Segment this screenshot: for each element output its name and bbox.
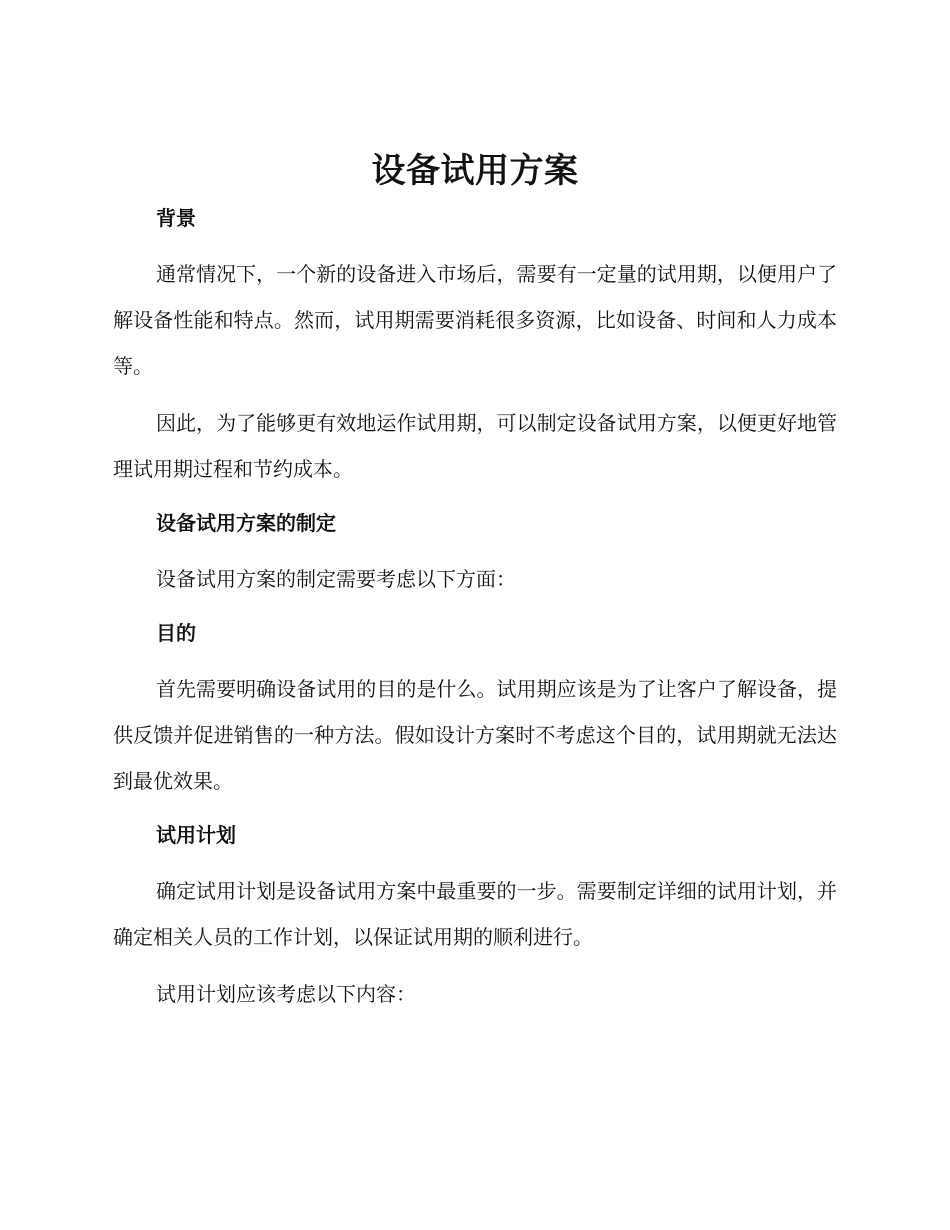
section-heading-purpose: 目的 (156, 621, 196, 645)
spacer (113, 232, 837, 251)
section-heading-background: 背景 (156, 206, 196, 230)
spacer (113, 389, 837, 400)
purpose-paragraph-1: 首先需要明确设备试用的目的是什么。试用期应该是为了让客户了解设备，提供反馈并促进销售的一种方法。假如设计方案时不考虑这个目的，试用期就无法达到最优效果。 (113, 677, 837, 793)
section-heading-formulation: 设备试用方案的制定 (156, 511, 336, 535)
background-paragraph-2: 因此，为了能够更有效地运作试用期，可以制定设备试用方案，以便更好地管理试用期过程和节约成本。 (113, 411, 837, 481)
spacer (113, 194, 837, 204)
spacer (113, 960, 837, 971)
spacer (113, 537, 837, 556)
trial-plan-paragraph-2: 试用计划应该考虑以下内容： (156, 982, 416, 1006)
spacer (113, 849, 837, 868)
spacer (113, 602, 837, 619)
section-heading-trial-plan: 试用计划 (156, 823, 236, 847)
trial-plan-paragraph-1: 确定试用计划是设备试用方案中最重要的一步。需要制定详细的试用计划，并确定相关人员的工作计划，以保证试用期的顺利进行。 (113, 879, 837, 949)
formulation-paragraph-1: 设备试用方案的制定需要考虑以下方面： (156, 567, 516, 591)
spacer (113, 647, 837, 666)
document-body (113, 148, 837, 1017)
spacer (113, 492, 837, 509)
spacer (113, 804, 837, 821)
background-paragraph-1: 通常情况下，一个新的设备进入市场后，需要有一定量的试用期，以便用户了解设备性能和特点。然而，试用期需要消耗很多资源，比如设备、时间和人力成本等。 (113, 262, 837, 378)
document-title: 设备试用方案 (371, 151, 579, 191)
